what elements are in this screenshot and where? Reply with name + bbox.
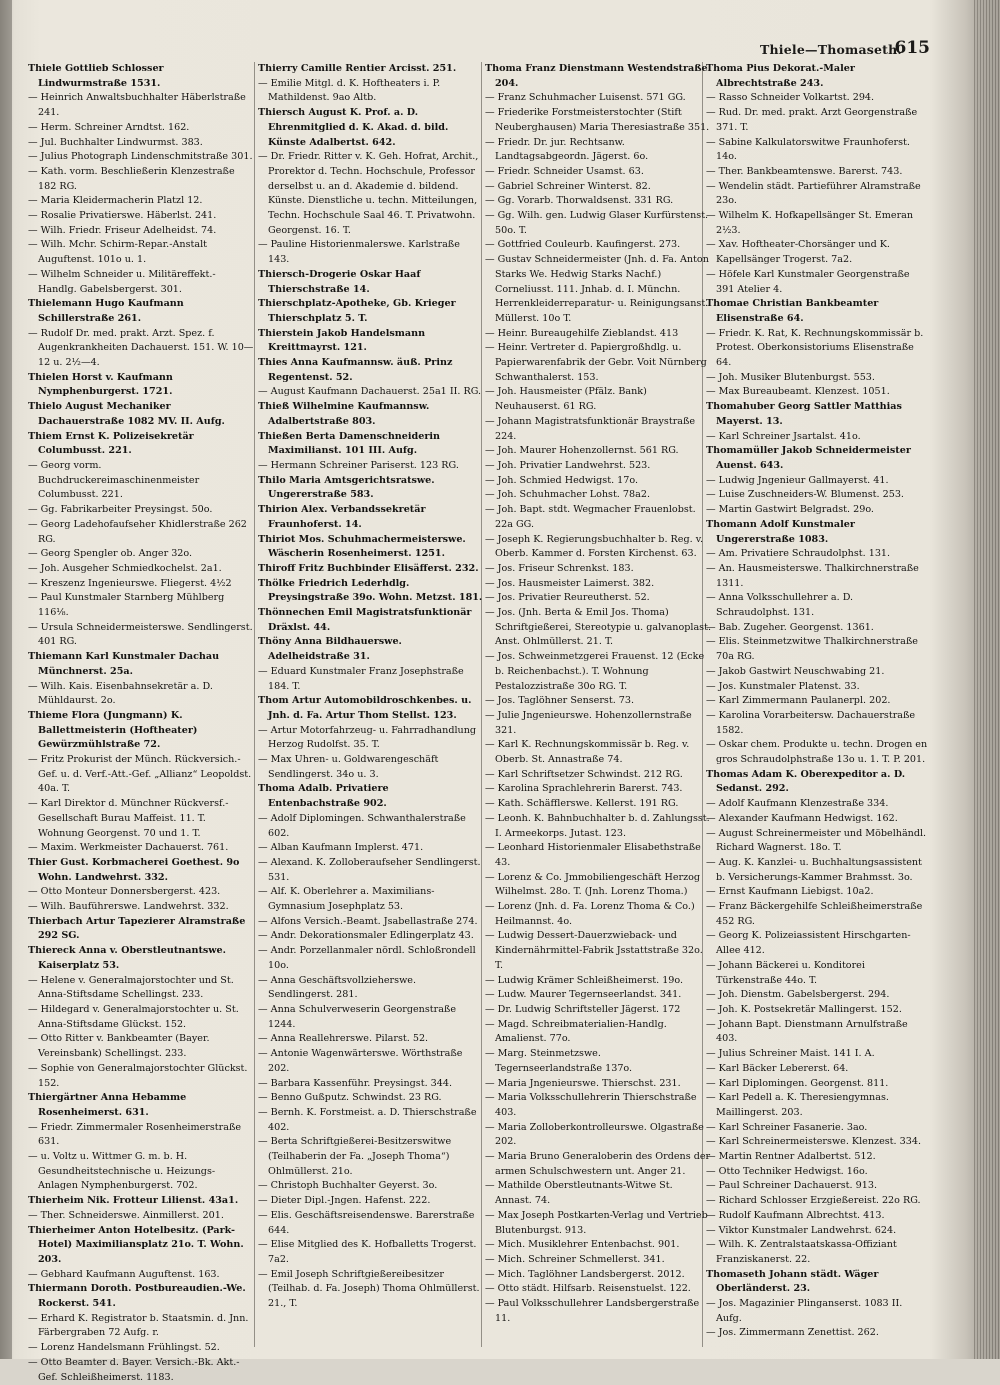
- directory-entry: — Franz Bäckergehilfe Schleißheimerstraße 452 RG.: [706, 901, 923, 927]
- directory-entry: — Joh. K. Postsekretär Mallingerst. 152.: [706, 1004, 902, 1015]
- directory-entry: — Julius Photograph Lindenschmitstraße 301.: [28, 151, 253, 163]
- directory-entry: Thölke Friedrich Lederhdlg. Preysingstraße 39o. Wohn. Metzst. 181.: [258, 577, 483, 604]
- directory-entry: — Heinrich Anwaltsbuchhalter Häberlstraße 241.: [28, 92, 246, 119]
- directory-entry: — Kreszenz Ingenieurswe. Fliegerst. 4½2: [28, 577, 232, 589]
- directory-entry: — Wilh. K. Zentralstaatskassa-Offiziant Franziskanerst. 22.: [706, 1239, 897, 1265]
- directory-entry: — Rosalie Privatierswe. Häberlst. 241.: [28, 210, 217, 222]
- directory-entry: — Jos. Privatier Reureutherst. 52.: [485, 592, 650, 604]
- directory-entry: — Mich. Schreiner Schmellerst. 341.: [485, 1253, 665, 1265]
- directory-entry: Thiereck Anna v. Oberstleutnantswe. Kaiserplatz 53.: [28, 945, 227, 971]
- directory-entry: — Sabine Kalkulatorswitwe Fraunhoferst. 14o.: [706, 136, 910, 163]
- directory-entry: — Rasso Schneider Volkartst. 294.: [706, 92, 875, 104]
- directory-entry: — Anna Geschäftsvollzieherswe. Sendlingerst. 281.: [258, 974, 417, 1001]
- directory-entry: — Ludwig Dessert-Dauerzwieback- und Kindernährmittel-Fabrik Jsstattstraße 32o. T.: [485, 930, 703, 971]
- directory-entry: — Mich. Taglöhner Landsbergerst. 2012.: [485, 1268, 685, 1280]
- directory-entry: — Otto Ritter v. Bankbeamter (Bayer. Vereinsbank) Schellingst. 233.: [28, 1033, 210, 1060]
- directory-entry: Thiersch August K. Prof. a. D. Ehrenmitglied d. K. Akad. d. bild. Künste Adalbertst. 642.: [258, 107, 449, 148]
- directory-entry: — Benno Gußputz. Schwindst. 23 RG.: [258, 1092, 442, 1104]
- directory-entry: — Maria Volksschullehrerin Thierschstraße 403.: [485, 1092, 697, 1118]
- directory-entry: — Adolf Diplomingen. Schwanthalerstraße 602.: [258, 812, 466, 839]
- directory-entry: Thierbach Artur Tapezierer Alramstraße 292 SG.: [28, 915, 246, 942]
- directory-entry: — Georg vorm. Buchdruckereimaschinenmeister Columbusst. 221.: [28, 459, 200, 501]
- directory-entry: Thomae Christian Bankbeamter Elisenstraße 64.: [706, 298, 879, 324]
- directory-entry: — Karolina Sprachlehrerin Barerst. 743.: [485, 783, 683, 795]
- directory-entry: — Mich. Musiklehrer Entenbachst. 901.: [485, 1239, 680, 1251]
- directory-entry: — Gg. Wilh. gen. Ludwig Glaser Kurfürstenst. 50o. T.: [485, 210, 709, 236]
- directory-entry: — Jakob Gastwirt Neuschwabing 21.: [706, 665, 885, 677]
- directory-entry: Thomaseth Johann städt. Wäger Oberländerst. 23.: [706, 1268, 879, 1295]
- directory-entry: — Johann Bäckerei u. Konditorei Türkenstraße 44o. T.: [706, 959, 865, 986]
- directory-entry: — Maria Jngenieurswe. Thierschst. 231.: [485, 1077, 681, 1089]
- directory-entry: — Ludw. Maurer Tegernseerlandst. 341.: [485, 989, 682, 1001]
- directory-entry: — Gustav Schneidermeister (Jnh. d. Fa. Anton Starks We. Hedwig Starks Nachf.) Corneliusst. 111. Jnhab. d. I. Münchn. Herrenkleiderreparatur- u. Reinigungsanst. Müllerst. 10o T.: [485, 254, 709, 324]
- directory-entry: — Fritz Prokurist der Münch. Rückversich.-Gef. u. d. Verf.-Att.-Gef. „Allianz“ Leopoldst. 40a. T.: [28, 754, 252, 795]
- directory-entry: — Hermann Schreiner Pariserst. 123 RG.: [258, 459, 459, 471]
- directory-entry: — Maria Kleidermacherin Platzl 12.: [28, 195, 203, 207]
- directory-entry: — Karl K. Rechnungskommissär b. Reg. v. Oberb. St. Annastraße 74.: [485, 739, 690, 766]
- directory-entry: Thiem Ernst K. Polizeisekretär Columbusst. 221.: [28, 430, 194, 457]
- directory-entry: — Jos. (Jnh. Berta & Emil Jos. Thoma) Schriftgießerei, Stereotypie u. galvanoplast. Anst. Ohlmüllerst. 21. T.: [485, 607, 712, 648]
- directory-entry: — Gottfried Couleurb. Kaufingerst. 273.: [485, 239, 681, 251]
- directory-entry: — Otto Monteur Donnersbergerst. 423.: [28, 886, 221, 898]
- directory-entry: — Erhard K. Registrator b. Staatsmin. d. Jnn. Färbergraben 72 Aufg. r.: [28, 1312, 249, 1339]
- directory-entry: — Adolf Kaufmann Klenzestraße 334.: [706, 798, 889, 810]
- directory-entry: — Karl Bäcker Lebererst. 64.: [706, 1062, 849, 1074]
- directory-entry: — Max Bureaubeamt. Klenzest. 1051.: [706, 386, 890, 398]
- directory-entry: — Gabriel Schreiner Winterst. 82.: [485, 180, 651, 192]
- directory-entry: — Otto Beamter d. Bayer. Versich.-Bk. Akt.-Gef. Schleißheimerst. 1183.: [28, 1356, 240, 1383]
- directory-entry: Thiroff Fritz Buchbinder Elisäfferst. 232.: [258, 562, 479, 574]
- directory-entry: — Julius Schreiner Maist. 141 I. A.: [706, 1048, 875, 1060]
- directory-entry: — Jos. Kunstmaler Platenst. 33.: [706, 680, 860, 692]
- directory-entry: — Bernh. K. Forstmeist. a. D. Thierschstraße 402.: [258, 1106, 477, 1133]
- directory-entry: — Friedr. Zimmermaler Rosenheimerstraße 631.: [28, 1121, 242, 1148]
- directory-entry: Thomamüller Jakob Schneidermeister Auenst. 643.: [706, 445, 911, 471]
- directory-entry: — August Kaufmann Dachauerst. 25a1 II. RG.: [258, 386, 482, 398]
- directory-entry: Thier Gust. Korbmacherei Goethest. 9o Wohn. Landwehrst. 332.: [28, 856, 240, 883]
- directory-entry: Thilo Maria Amtsgerichtsratswe. Ungererstraße 583.: [258, 474, 435, 501]
- directory-entry: Thiemann Karl Kunstmaler Dachau Münchnerst. 25a.: [28, 651, 220, 677]
- directory-entry: — Wilh. Mchr. Schirm-Repar.-Anstalt Auguftenst. 101o u. 1.: [28, 239, 207, 266]
- directory-entry: — Rud. Dr. med. prakt. Arzt Georgenstraße 371. T.: [706, 107, 918, 133]
- directory-entry: — Jos. Taglöhner Senserst. 73.: [485, 695, 635, 707]
- directory-entry: — Oskar chem. Produkte u. techn. Drogen en gros Schraudolphstraße 13o u. 1. T. P. 201.: [706, 739, 928, 766]
- directory-entry: — Hildegard v. Generalmajorstochter u. St. Anna-Stiftsdame Glückst. 152.: [28, 1004, 239, 1030]
- directory-entry: — Paul Kunstmaler Starnberg Mühlberg 116⅛.: [28, 592, 225, 619]
- directory-entry: — Jos. Friseur Schrenkst. 183.: [485, 562, 634, 574]
- directory-column-1: [28, 62, 254, 1383]
- directory-entry: — Aug. K. Kanzlei- u. Buchhaltungsassistent b. Versicherungs-Kammer Brahmsst. 3o.: [706, 856, 922, 883]
- directory-entry: — Karl Schreiner Jsartalst. 41o.: [706, 430, 861, 442]
- directory-entry: — Julie Jngenieurswe. Hohenzollernstraße 321.: [485, 709, 692, 736]
- directory-entry: — Karl Pedell a. K. Theresiengymnas. Maillingerst. 203.: [706, 1092, 889, 1118]
- directory-entry: — Elis. Steinmetzwitwe Thalkirchnerstraße 70a RG.: [706, 636, 918, 663]
- directory-entry: — Dr. Ludwig Schriftsteller Jägerst. 172: [485, 1004, 681, 1015]
- directory-entry: — Joh. Schmied Hedwigst. 17o.: [485, 474, 639, 486]
- directory-entry: — Gg. Vorarb. Thorwaldsenst. 331 RG.: [485, 195, 674, 207]
- directory-entry: — Ther. Schneiderswe. Ainmillerst. 201.: [28, 1209, 224, 1221]
- directory-entry: — Anna Volksschullehrer a. D. Schraudolphst. 131.: [706, 592, 854, 619]
- directory-entry: — Max Uhren- u. Goldwarengeschäft Sendlingerst. 34o u. 3.: [258, 754, 439, 780]
- directory-entry: — Jos. Schweinmetzgerei Frauenst. 12 (Ecke b. Reichenbachst.). T. Wohnung Pestalozzistraße 30o RG. T.: [485, 651, 705, 692]
- directory-entry: — Pauline Historienmalerswe. Karlstraße 143.: [258, 239, 460, 266]
- directory-entry: — Friedr. Dr. jur. Rechtsanw. Landtagsabgeordn. Jägerst. 6o.: [485, 136, 649, 163]
- directory-entry: — Johann Bapt. Dienstmann Arnulfstraße 403.: [706, 1018, 908, 1045]
- directory-entry: — Franz Schuhmacher Luisenst. 571 GG.: [485, 92, 686, 104]
- directory-entry: Thierheimer Anton Hotelbesitz. (Park-Hotel) Maximiliansplatz 21o. T. Wohn. 203.: [28, 1224, 244, 1265]
- directory-entry: — Leonh. K. Bahnbuchhalter b. d. Zahlungsst. I. Armeekorps. Jutast. 123.: [485, 812, 710, 839]
- directory-column-2: [258, 62, 484, 1347]
- directory-entry: Thom Artur Automobildroschkenbes. u. Jnh. d. Fa. Artur Thom Stellst. 123.: [258, 695, 472, 721]
- directory-entry: — Höfele Karl Kunstmaler Georgenstraße 391 Atelier 4.: [706, 268, 910, 295]
- directory-entry: Thoma Pius Dekorat.-Maler Albrechtstraße 243.: [706, 63, 855, 89]
- directory-entry: — Ernst Kaufmann Liebigst. 10a2.: [706, 886, 874, 898]
- directory-entry: Thielen Horst v. Kaufmann Nymphenburgerst. 1721.: [28, 371, 173, 398]
- directory-entry: Thönnechen Emil Magistratsfunktionär Dräxlst. 44.: [258, 607, 472, 633]
- directory-entry: Thießen Berta Damenschneiderin Maximilianst. 101 III. Aufg.: [258, 430, 441, 457]
- directory-entry: — Heinr. Vertreter d. Papiergroßhdlg. u. Papierwarenfabrik der Gebr. Voit Nürnberg Schwanthalerst. 153.: [485, 342, 707, 383]
- directory-entry: — Joseph K. Regierungsbuchhalter b. Reg. v. Oberb. Kammer d. Forsten Kirchenst. 63.: [485, 533, 704, 560]
- directory-entry: Thiriot Mos. Schuhmachermeisterswe. Wäscherin Rosenheimerst. 1251.: [258, 533, 466, 560]
- directory-entry: — Joh. Musiker Blutenburgst. 553.: [706, 371, 875, 383]
- directory-entry: — Johann Magistratsfunktionär Braystraße 224.: [485, 415, 696, 442]
- directory-entry: — Ludwig Krämer Schleißheimerst. 19o.: [485, 974, 684, 986]
- directory-entry: — Joh. Schuhmacher Lohst. 78a2.: [485, 489, 650, 501]
- directory-entry: Thies Anna Kaufmannsw. äuß. Prinz Regentenst. 52.: [258, 357, 453, 383]
- directory-entry: — Karl Schreiner Fasanerie. 3ao.: [706, 1121, 868, 1133]
- page-number: 615: [894, 38, 930, 58]
- directory-entry: — Elis. Geschäftsreisendenswe. Barerstraße 644.: [258, 1209, 475, 1236]
- directory-entry: — Am. Privatiere Schraudolphst. 131.: [706, 548, 891, 560]
- directory-entry: — Leonhard Historienmaler Elisabethstraße 43.: [485, 842, 701, 868]
- directory-entry: — Joh. Ausgeher Schmiedkochelst. 2a1.: [28, 562, 222, 574]
- directory-entry: — Marg. Steinmetzswe. Tegernseerlandstraße 137o.: [485, 1048, 633, 1074]
- directory-entry: — Joh. Hausmeister (Pfälz. Bank) Neuhauserst. 61 RG.: [485, 386, 647, 413]
- directory-entry: — Rudolf Kaufmann Albrechtst. 413.: [706, 1209, 885, 1221]
- directory-entry: — Herm. Schreiner Arndtst. 162.: [28, 121, 190, 133]
- directory-entry: — Alban Kaufmann Implerst. 471.: [258, 842, 424, 854]
- directory-entry: — Lorenz (Jnh. d. Fa. Lorenz Thoma & Co.) Heilmannst. 4o.: [485, 901, 695, 927]
- directory-entry: — Helene v. Generalmajorstochter und St. Anna-Stiftsdame Schellingst. 233.: [28, 974, 234, 1001]
- directory-entry: — Bab. Zugeher. Georgenst. 1361.: [706, 621, 874, 633]
- directory-entry: — Karl Schriftsetzer Schwindst. 212 RG.: [485, 768, 683, 780]
- directory-entry: Thierschplatz-Apotheke, Gb. Krieger Thierschplatz 5. T.: [258, 298, 456, 324]
- directory-entry: — Berta Schriftgießerei-Besitzerswitwe (Teilhaberin der Fa. „Joseph Thoma“) Ohlmüllerst. 21o.: [258, 1136, 452, 1177]
- directory-entry: — Karl Zimmermann Paulanerpl. 202.: [706, 695, 891, 707]
- directory-entry: — Paul Schreiner Dachauerst. 913.: [706, 1180, 877, 1192]
- directory-column-3: [485, 62, 711, 1347]
- directory-entry: — Antonie Wagenwärterswe. Wörthstraße 202.: [258, 1048, 463, 1074]
- directory-entry: — Barbara Kassenführ. Preysingst. 344.: [258, 1077, 453, 1089]
- directory-entry: — Wilhelm K. Hofkapellsänger St. Emeran 2½3.: [706, 210, 914, 236]
- directory-entry: — Sophie von Generalmajorstochter Glückst. 152.: [28, 1062, 248, 1089]
- directory-entry: — Alexander Kaufmann Hedwigst. 162.: [706, 812, 898, 824]
- directory-entry: — Paul Volksschullehrer Landsbergerstraße 11.: [485, 1298, 700, 1324]
- directory-entry: — Andr. Dekorationsmaler Edlingerplatz 43.: [258, 930, 474, 942]
- directory-entry: — Luise Zuschneiders-W. Blumenst. 253.: [706, 489, 904, 501]
- directory-entry: — Martin Gastwirt Belgradst. 29o.: [706, 504, 874, 516]
- directory-column-4: [706, 62, 928, 1347]
- directory-entry: — Georg Ladehofaufseher Khidlerstraße 262 RG.: [28, 518, 247, 545]
- directory-entry: Thieme Flora (Jungmann) K. Ballettmeisterin (Hoftheater) Gewürzmühlstraße 72.: [28, 709, 198, 751]
- directory-entry: — Xav. Hoftheater-Chorsänger und K. Kapellsänger Trogerst. 7a2.: [706, 239, 890, 266]
- directory-entry: — Emil Joseph Schriftgießereibesitzer (Teilhab. d. Fa. Joseph) Thoma Ohlmüllerst. 21., T.: [258, 1268, 480, 1310]
- directory-entry: — Karl Diplomingen. Georgenst. 811.: [706, 1077, 889, 1089]
- directory-entry: — Wilhelm Schneider u. Militäreffekt.-Handlg. Gabelsbergerst. 301.: [28, 268, 216, 295]
- directory-entry: — An. Hausmeisterswe. Thalkirchnerstraße 1311.: [706, 562, 919, 589]
- directory-entry: — Ludwig Jngenieur Gallmayerst. 41.: [706, 474, 889, 486]
- directory-entry: — Gebhard Kaufmann Auguftenst. 163.: [28, 1268, 220, 1280]
- directory-entry: — Lorenz Handelsmann Frühlingst. 52.: [28, 1342, 220, 1354]
- directory-entry: — Ursula Schneidermeisterswe. Sendlingerst. 401 RG.: [28, 621, 253, 648]
- directory-entry: Thomas Adam K. Oberexpeditor a. D. Sedanst. 292.: [706, 768, 906, 795]
- column-divider: [254, 62, 255, 1347]
- directory-entry: — Alexand. K. Zolloberaufseher Sendlingerst. 531.: [258, 856, 481, 883]
- directory-entry: — Jul. Buchhalter Lindwurmst. 383.: [28, 136, 203, 148]
- directory-entry: Thiersch-Drogerie Oskar Haaf Thierschstraße 14.: [258, 268, 421, 295]
- page-header: [745, 38, 930, 60]
- directory-entry: — Joh. Maurer Hohenzollernst. 561 RG.: [485, 445, 679, 457]
- directory-entry: — Alfons Versich.-Beamt. Jsabellastraße 274.: [258, 915, 478, 927]
- directory-entry: — Richard Schlosser Erzgießereist. 22o RG.: [706, 1195, 921, 1207]
- directory-entry: — Heinr. Bureaugehilfe Zieblandst. 413: [485, 327, 679, 339]
- directory-entry: — Friedr. K. Rat, K. Rechnungskommissär b. Protest. Oberkonsistoriums Elisenstraße 64.: [706, 327, 924, 369]
- directory-entry: Thomann Adolf Kunstmaler Ungererstraße 1083.: [706, 518, 855, 545]
- directory-entry: — Wilh. Kais. Eisenbahnsekretär a. D. Mühldaurst. 2o.: [28, 680, 213, 707]
- directory-entry: — Martin Rentner Adalbertst. 512.: [706, 1151, 876, 1163]
- directory-entry: — Joh. Bapt. stdt. Wegmacher Frauenlobst. 22a GG.: [485, 504, 696, 530]
- directory-entry: — Jos. Zimmermann Zenettist. 262.: [706, 1327, 879, 1339]
- directory-entry: — Kath. vorm. Beschließerin Klenzestraße 182 RG.: [28, 165, 235, 192]
- directory-entry: Thiermann Doroth. Postbureaudien.-We. Rockerst. 541.: [28, 1283, 246, 1310]
- directory-entry: — Georg Spengler ob. Anger 32o.: [28, 548, 193, 560]
- directory-entry: — Otto städt. Hilfsarb. Reisenstuelst. 122.: [485, 1283, 691, 1295]
- directory-entry: — Max Joseph Postkarten-Verlag und Vertrieb Blutenburgst. 913.: [485, 1209, 708, 1236]
- directory-entry: — Jos. Magazinier Plinganserst. 1083 II. Aufg.: [706, 1298, 903, 1324]
- directory-entry: — Joh. Dienstm. Gabelsbergerst. 294.: [706, 989, 890, 1001]
- directory-entry: — Friedr. Schneider Usamst. 63.: [485, 165, 644, 177]
- directory-entry: — Friederike Forstmeisterstochter (Stift Neuberghausen) Maria Theresiastraße 351.: [485, 107, 710, 133]
- directory-entry: Thieß Wilhelmine Kaufmannsw. Adalbertstraße 803.: [258, 401, 430, 427]
- directory-entry: — Wendelin städt. Partieführer Alramstraße 23o.: [706, 180, 921, 207]
- directory-entry: Thielemann Hugo Kaufmann Schillerstraße 261.: [28, 298, 184, 324]
- directory-entry: — Artur Motorfahrzeug- u. Fahrradhandlung Herzog Rudolfst. 35. T.: [258, 724, 477, 751]
- directory-entry: — Anna Schulverweserin Georgenstraße 1244.: [258, 1004, 456, 1030]
- directory-entry: — Georg K. Polizeiassistent Hirschgarten-Allee 412.: [706, 930, 911, 957]
- directory-entry: — Ther. Bankbeamtenswe. Barerst. 743.: [706, 165, 903, 177]
- directory-entry: Thierstein Jakob Handelsmann Kreittmayrst. 121.: [258, 327, 426, 354]
- directory-entry: — Gg. Fabrikarbeiter Preysingst. 50o.: [28, 504, 213, 516]
- directory-entry: — Mathilde Oberstleutnants-Witwe St. Annast. 74.: [485, 1180, 673, 1207]
- directory-entry: — Wilh. Bauführerswe. Landwehrst. 332.: [28, 901, 229, 913]
- directory-entry: — Maria Bruno Generaloberin des Ordens der armen Schulschwestern unt. Anger 21.: [485, 1151, 711, 1177]
- directory-entry: — Anna Reallehrerswe. Pilarst. 52.: [258, 1033, 429, 1045]
- directory-entry: — Jos. Hausmeister Laimerst. 382.: [485, 577, 655, 589]
- directory-entry: — Viktor Kunstmaler Landwehrst. 624.: [706, 1224, 897, 1236]
- binding-gutter: [0, 0, 12, 1359]
- directory-entry: — August Schreinermeister und Möbelhändl. Richard Wagnerst. 18o. T.: [706, 827, 927, 854]
- directory-entry: Thoma Adalb. Privatiere Entenbachstraße 902.: [258, 783, 389, 810]
- directory-entry: — Rudolf Dr. med. prakt. Arzt. Spez. f. Augenkrankheiten Dachauerst. 151. W. 10—12 u. 2½—4.: [28, 327, 254, 369]
- directory-entry: — Eduard Kunstmaler Franz Josephstraße 184. T.: [258, 665, 464, 692]
- directory-entry: — Christoph Buchhalter Geyerst. 3o.: [258, 1180, 438, 1192]
- directory-entry: Thiergärtner Anna Hebamme Rosenheimerst. 631.: [28, 1092, 187, 1118]
- directory-entry: — Magd. Schreibmaterialien-Handlg. Amalienst. 77o.: [485, 1018, 667, 1045]
- directory-entry: — Elise Mitglied des K. Hofballetts Trogerst. 7a2.: [258, 1239, 477, 1265]
- running-head: Thiele—Thomaseth.: [760, 42, 902, 57]
- directory-entry: Thöny Anna Bildhauerswe. Adelheidstraße 31.: [258, 636, 402, 663]
- directory-entry: Thielo August Mechaniker Dachauerstraße 1082 MV. II. Aufg.: [28, 401, 225, 427]
- directory-entry: — Karl Direktor d. Münchner Rückversf.-Gesellschaft Burau Maffeist. 11. T. Wohnung Georgenst. 70 und 1. T.: [28, 798, 229, 839]
- directory-entry: — Kath. Schäfflerswe. Kellerst. 191 RG.: [485, 798, 679, 810]
- directory-entry: — Maxim. Werkmeister Dachauerst. 761.: [28, 842, 229, 854]
- directory-entry: Thiele Gottlieb Schlosser Lindwurmstraße 1531.: [28, 63, 164, 89]
- directory-entry: Thoma Franz Dienstmann Westendstraße 204.: [485, 63, 708, 89]
- directory-entry: — Dr. Friedr. Ritter v. K. Geh. Hofrat, Archit., Prorektor d. Techn. Hochschule, Professor derselbst u. an d. Akademie d. bildend. Künste. Dienstliche u. techn. Mitteilungen, Techn. Hochschule Saal 46. T. Privatwohn. Georgenst. 16. T.: [258, 151, 479, 236]
- directory-entry: — Dieter Dipl.-Jngen. Hafenst. 222.: [258, 1195, 431, 1207]
- directory-entry: — u. Voltz u. Wittmer G. m. b. H. Gesundheitstechnische u. Heizungs-Anlagen Nymphenburgerst. 702.: [28, 1151, 216, 1192]
- directory-entry: — Karolina Vorarbeitersw. Dachauerstraße 1582.: [706, 709, 916, 736]
- directory-entry: — Emilie Mitgl. d. K. Hoftheaters i. P. Mathildenst. 9ao Altb.: [258, 77, 441, 104]
- directory-entry: — Otto Techniker Hedwigst. 16o.: [706, 1165, 868, 1177]
- directory-entry: — Alf. K. Oberlehrer a. Maximilians-Gymnasium Josephplatz 53.: [258, 886, 435, 913]
- directory-entry: Thierheim Nik. Frotteur Lilienst. 43a1.: [28, 1195, 239, 1207]
- directory-entry: — Lorenz & Co. Jmmobiliengeschäft Herzog Wilhelmst. 28o. T. (Jnh. Lorenz Thoma.): [485, 871, 701, 898]
- directory-entry: — Maria Zolloberkontrolleurswe. Olgastraße 202.: [485, 1121, 704, 1148]
- directory-entry: — Andr. Porzellanmaler nördl. Schloßrondell 10o.: [258, 945, 476, 971]
- directory-entry: Thierry Camille Rentier Arcisst. 251.: [258, 63, 457, 74]
- directory-entry: — Joh. Privatier Landwehrst. 523.: [485, 459, 651, 471]
- directory-entry: — Wilh. Friedr. Friseur Adelheidst. 74.: [28, 224, 217, 236]
- directory-entry: — Karl Schreinermeisterswe. Klenzest. 334.: [706, 1136, 921, 1148]
- directory-entry: Thirion Alex. Verbandssekretär Fraunhoferst. 14.: [258, 504, 426, 530]
- page-edge: [974, 0, 1000, 1359]
- directory-entry: Thomahuber Georg Sattler Matthias Mayerst. 13.: [706, 401, 902, 427]
